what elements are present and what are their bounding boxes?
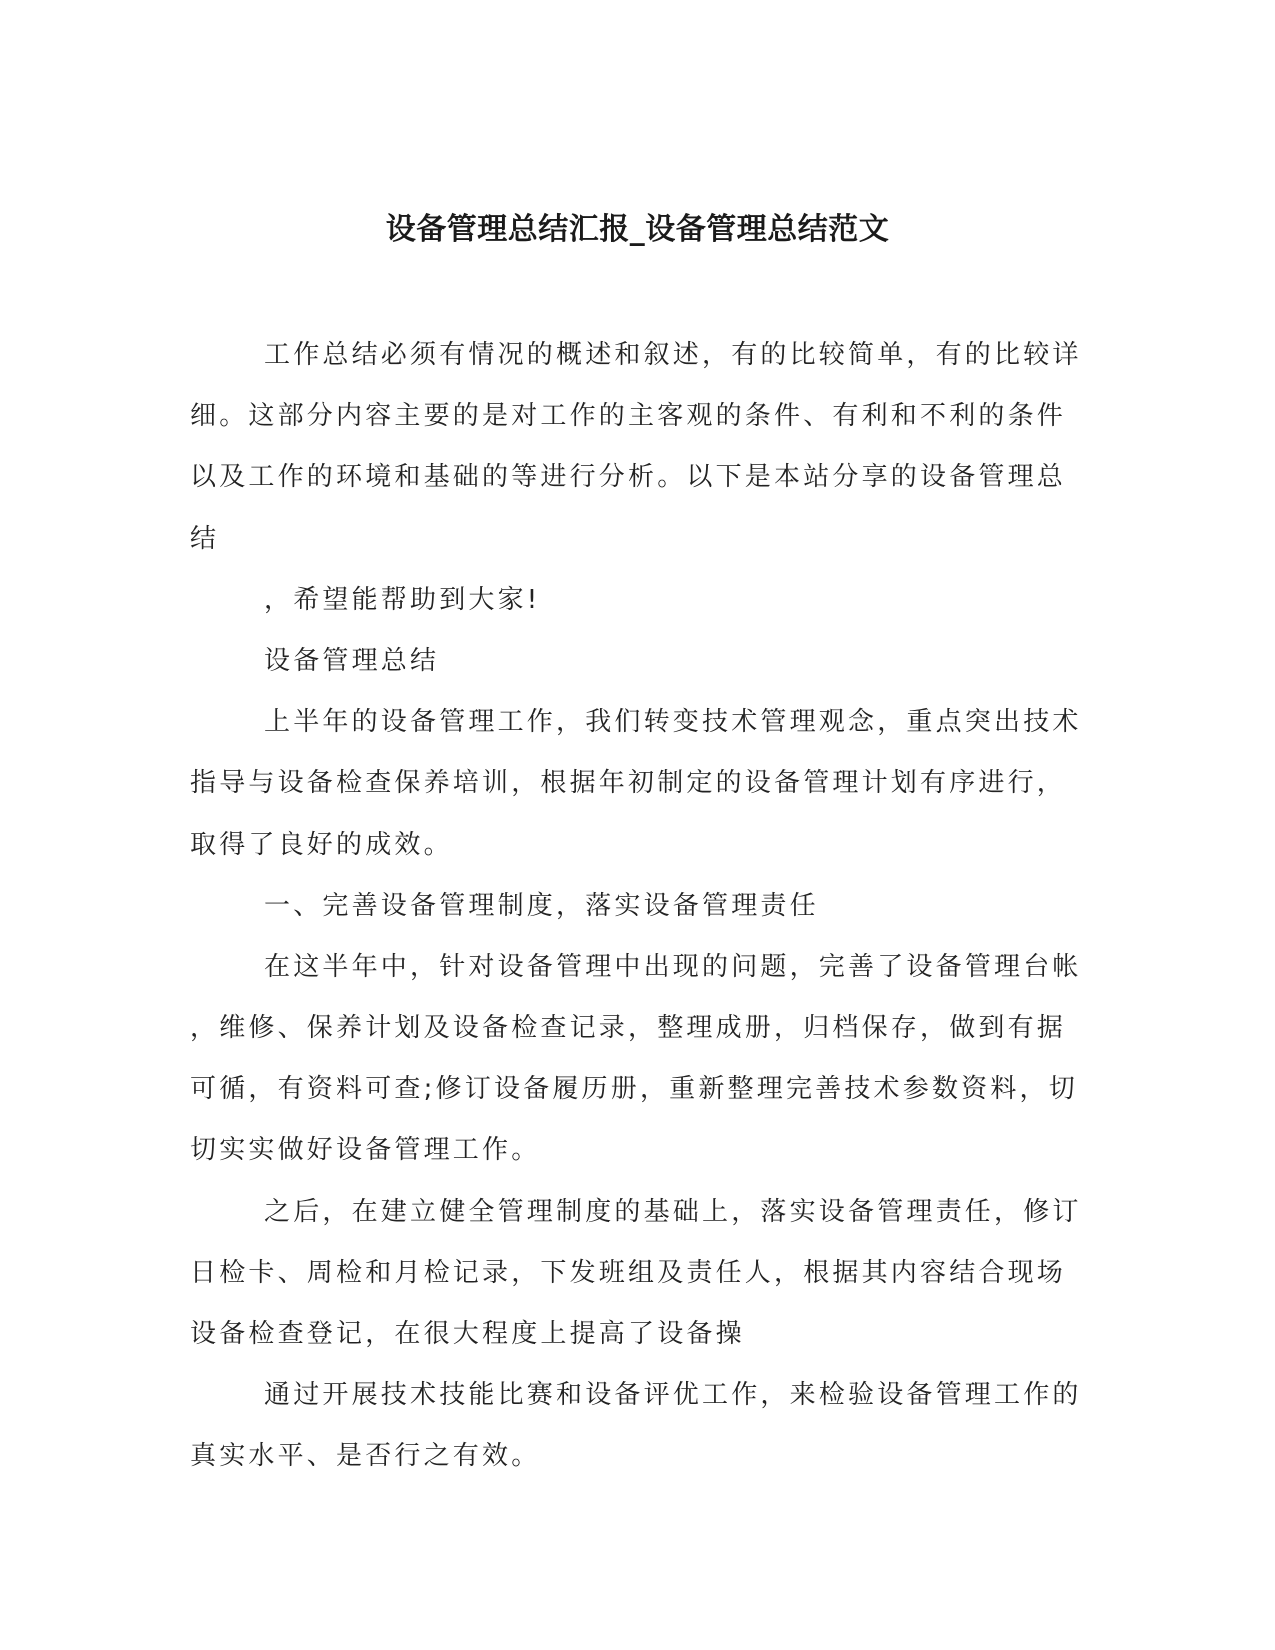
section-heading: 一、完善设备管理制度，落实设备管理责任 <box>264 890 819 921</box>
document-title: 设备管理总结汇报_设备管理总结范文 <box>385 212 890 247</box>
body-line: 真实水平、是否行之有效。 <box>190 1441 541 1472</box>
document-body <box>190 325 1085 1488</box>
body-line: 工作总结必须有情况的概述和叙述，有的比较简单，有的比较详 <box>264 340 1082 370</box>
body-line: 在这半年中，针对设备管理中出现的问题，完善了设备管理台帐 <box>264 951 1082 982</box>
section-heading: 设备管理总结 <box>264 645 440 676</box>
body-line: 通过开展技术技能比赛和设备评优工作，来检验设备管理工作的 <box>264 1380 1082 1411</box>
body-line: ，希望能帮助到大家! <box>264 584 541 615</box>
body-line: ，维修、保养计划及设备检查记录，整理成册，归档保存，做到有据 <box>190 1013 1067 1044</box>
body-line: 可循，有资料可查;修订设备履历册，重新整理完善技术参数资料，切 <box>190 1074 1078 1105</box>
body-line: 上半年的设备管理工作，我们转变技术管理观念，重点突出技术 <box>264 707 1082 738</box>
body-line: 之后，在建立健全管理制度的基础上，落实设备管理责任，修订 <box>264 1196 1082 1227</box>
body-line: 细。这部分内容主要的是对工作的主客观的条件、有利和不利的条件 <box>190 401 1067 432</box>
body-line: 切实实做好设备管理工作。 <box>190 1135 541 1166</box>
body-line: 指导与设备检查保养培训，根据年初制定的设备管理计划有序进行， <box>190 768 1067 799</box>
body-line: 以及工作的环境和基础的等进行分析。以下是本站分享的设备管理总 <box>190 462 1067 493</box>
body-line: 日检卡、周检和月检记录，下发班组及责任人，根据其内容结合现场 <box>190 1257 1067 1288</box>
body-line: 设备检查登记，在很大程度上提高了设备操 <box>190 1319 745 1349</box>
body-line: 结 <box>190 523 220 554</box>
body-line: 取得了良好的成效。 <box>190 829 453 860</box>
